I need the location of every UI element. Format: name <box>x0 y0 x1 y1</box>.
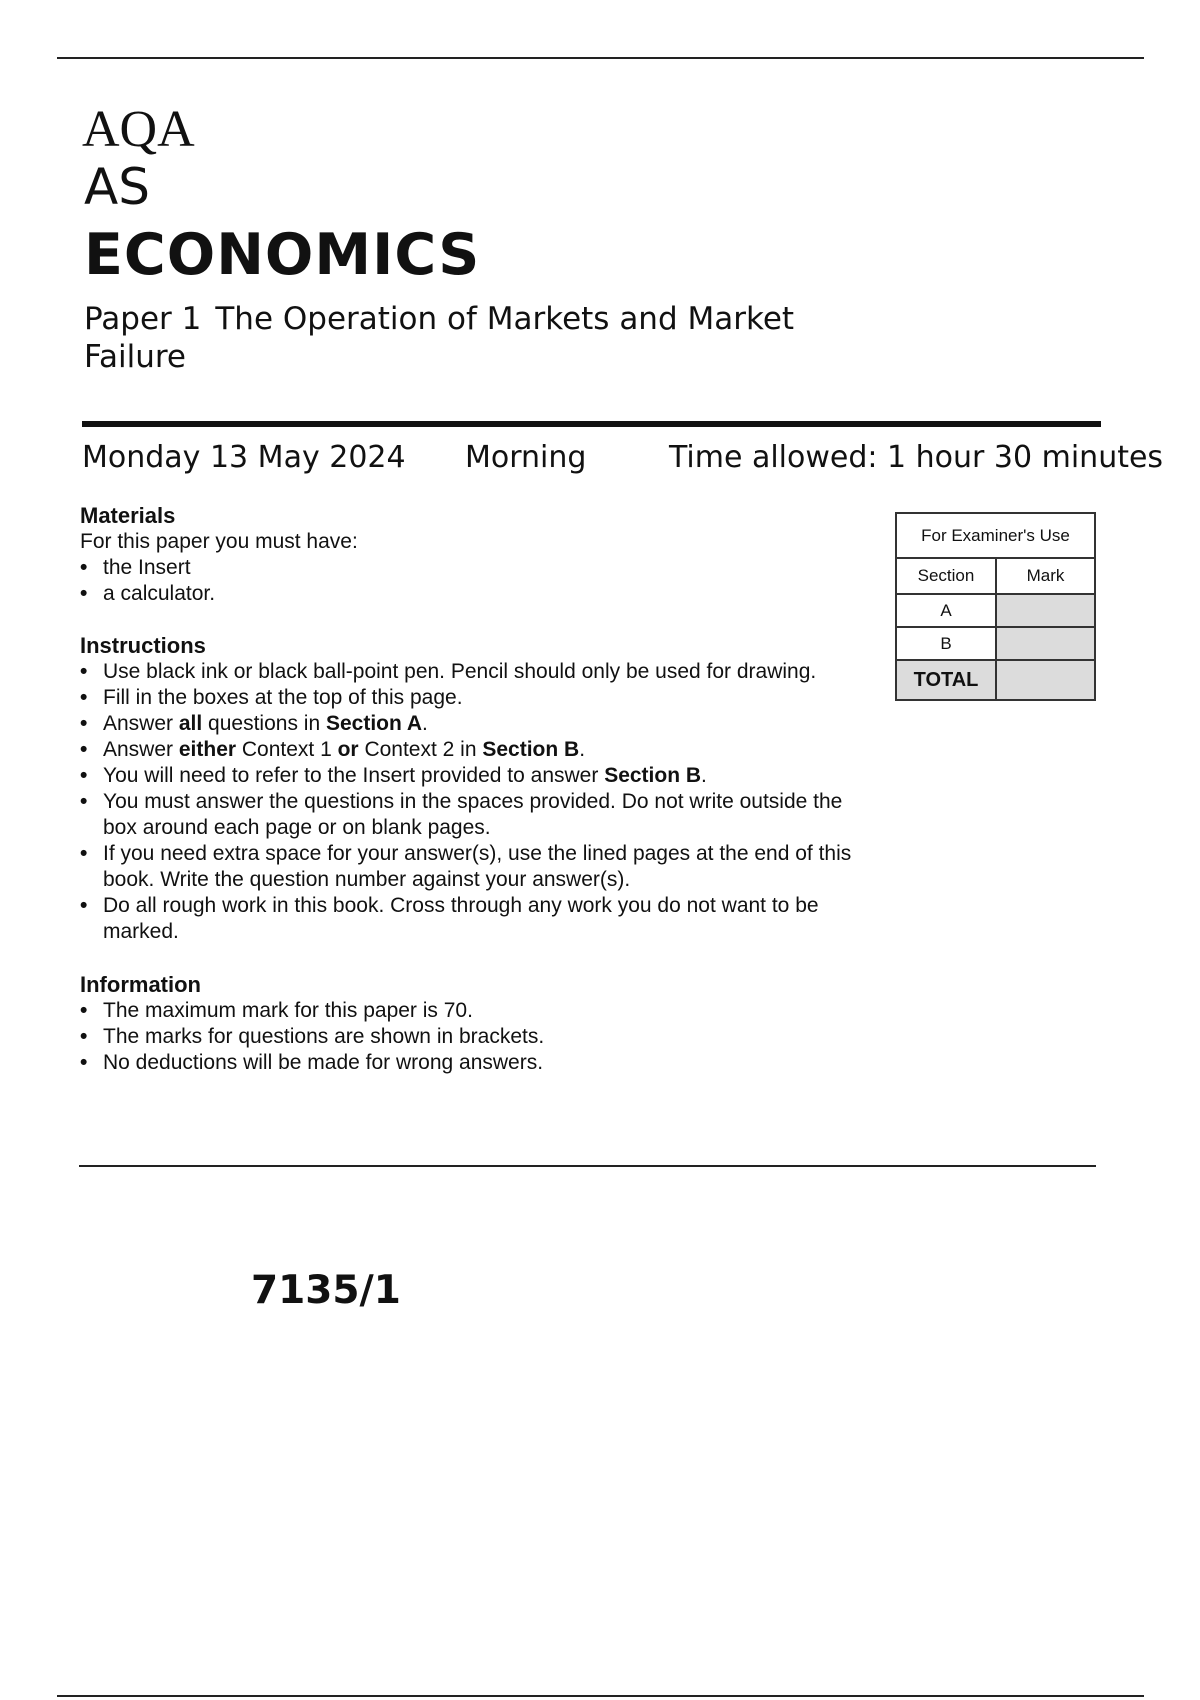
instruction-item: • Use black ink or black ball-point pen. Pencil should only be used for drawing. <box>80 659 880 685</box>
paper-code: 7135/1 <box>251 1268 401 1313</box>
section-b-label: B <box>896 627 996 660</box>
information-list <box>80 998 880 1076</box>
cover-instructions <box>80 503 880 1076</box>
paper-title <box>84 300 884 376</box>
list-item: • The marks for questions are shown in brackets. <box>80 1024 880 1050</box>
qualification-level: AS <box>84 158 150 216</box>
total-mark[interactable] <box>996 660 1095 700</box>
instruction-item: • Do all rough work in this book. Cross through any work you do not want to be marked. <box>80 893 880 945</box>
examiner-table-title: For Examiner's Use <box>896 513 1095 558</box>
total-label: TOTAL <box>896 660 996 700</box>
examiner-use-table <box>895 512 1096 701</box>
section-b-mark[interactable] <box>996 627 1095 660</box>
instruction-item: • You will need to refer to the Insert provided to answer Section B. <box>80 763 880 789</box>
list-item: • The maximum mark for this paper is 70. <box>80 998 880 1024</box>
section-column-header: Section <box>896 558 996 594</box>
instruction-item: • If you need extra space for your answer(s), use the lined pages at the end of this book. Write the question number against your answer(s). <box>80 841 880 893</box>
mark-column-header: Mark <box>996 558 1095 594</box>
subject-title: ECONOMICS <box>84 222 481 288</box>
instructions-list <box>80 659 880 945</box>
bottom-rule <box>57 1695 1144 1697</box>
instruction-item: • Answer all questions in Section A. <box>80 711 880 737</box>
list-item: • the Insert <box>80 555 880 581</box>
list-item: • No deductions will be made for wrong answers. <box>80 1050 880 1076</box>
top-rule <box>57 57 1144 59</box>
materials-heading: Materials <box>80 503 176 528</box>
materials-intro: For this paper you must have: <box>80 530 358 553</box>
list-item: • a calculator. <box>80 581 880 607</box>
exam-date: Monday 13 May 2024 <box>82 440 406 475</box>
instruction-item: • Answer either Context 1 or Context 2 in Section B. <box>80 737 880 763</box>
materials-list <box>80 555 880 607</box>
instruction-item: • Fill in the boxes at the top of this page. <box>80 685 880 711</box>
paper-number: Paper 1 <box>84 301 202 337</box>
footer-divider <box>79 1165 1096 1167</box>
exam-session: Morning <box>465 440 587 475</box>
exam-board: AQA <box>82 101 195 158</box>
paper-name: The Operation of Markets and Market Failure <box>84 301 795 375</box>
time-allowed: Time allowed: 1 hour 30 minutes <box>669 440 1164 475</box>
information-heading: Information <box>80 972 201 997</box>
section-a-mark[interactable] <box>996 594 1095 627</box>
header-divider <box>82 421 1101 427</box>
section-a-label: A <box>896 594 996 627</box>
instruction-item: • You must answer the questions in the spaces provided. Do not write outside the box around each page or on blank pages. <box>80 789 880 841</box>
instructions-heading: Instructions <box>80 633 206 658</box>
